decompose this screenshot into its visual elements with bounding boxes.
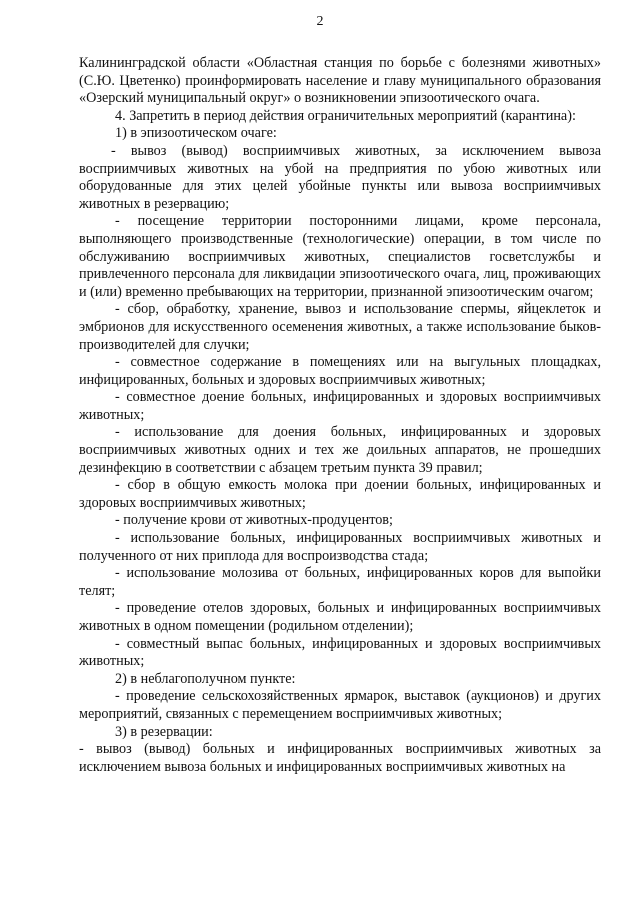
list-item: - проведение отелов здоровых, больных и инфицированных восприимчивых животных в одном помещении (родильном отделении); (79, 600, 601, 634)
document-body (79, 55, 601, 776)
list-item: - вывоз (вывод) восприимчивых животных, за исключением вывоза восприимчивых животных на убой на предприятия по убою животных или оборудованные для этих целей убойные пункты или вывоза восприимчивых животных в резервацию; (79, 142, 601, 212)
list-item: - использование молозива от больных, инфицированных коров для выпойки телят; (79, 565, 601, 599)
paragraph-item-4: 4. Запретить в период действия ограничительных мероприятий (карантина): (115, 107, 576, 124)
list-item: - совместный выпас больных, инфицированных и здоровых восприимчивых животных; (79, 635, 601, 670)
list-item: - использование больных, инфицированных восприимчивых животных и полученного от них приплода для воспроизводства стада; (79, 530, 601, 564)
page-number: 2 (316, 14, 324, 29)
list-item: - сбор, обработку, хранение, вывоз и использование спермы, яйцеклеток и эмбрионов для искусственного осеменения животных, а также использование быков-производителей для случки; (79, 301, 601, 353)
list-item: - получение крови от животных-продуцентов; (115, 512, 393, 529)
list-item: - сбор в общую емкость молока при доении больных, инфицированных и здоровых восприимчивых животных; (79, 477, 601, 511)
list-item: - совместное доение больных, инфицированных и здоровых восприимчивых животных; (79, 389, 601, 423)
paragraph-continuation: Калининградской области «Областная станция по борьбе с болезнями животных» (С.Ю. Цветенко) проинформировать население и главу муниципального образования «Озерский муниципальный округ» о возникновении эпизоотического очага. (79, 55, 601, 107)
subheading-reservation: 3) в резервации: (115, 723, 213, 740)
list-item: - проведение сельскохозяйственных ярмарок, выставок (аукционов) и других мероприятий, связанных с перемещением восприимчивых животных; (79, 688, 601, 722)
list-item: - вывоз (вывод) больных и инфицированных восприимчивых животных за исключением вывоза больных и инфицированных восприимчивых животных на (79, 741, 601, 775)
list-item: - посещение территории посторонними лицами, кроме персонала, выполняющего производственные (технологические) операции, в том числе по обслуживанию восприимчивых животных, специалистов госветслужбы и привлеченного персонала для ликвидации эпизоотического очага, лиц, проживающих и (или) временно пребывающих на территории, признанной эпизоотическим очагом; (79, 213, 601, 300)
list-item: - использование для доения больных, инфицированных и здоровых восприимчивых животных одних и тех же доильных аппаратов, не прошедших дезинфекцию в соответствии с абзацем третьим пункта 39 правил; (79, 424, 601, 476)
subheading-episootic-focus: 1) в эпизоотическом очаге: (115, 125, 277, 142)
list-item: - совместное содержание в помещениях или на выгульных площадках, инфицированных, больных и здоровых восприимчивых животных; (79, 354, 601, 388)
subheading-unfavorable-point: 2) в неблагополучном пункте: (115, 670, 296, 687)
